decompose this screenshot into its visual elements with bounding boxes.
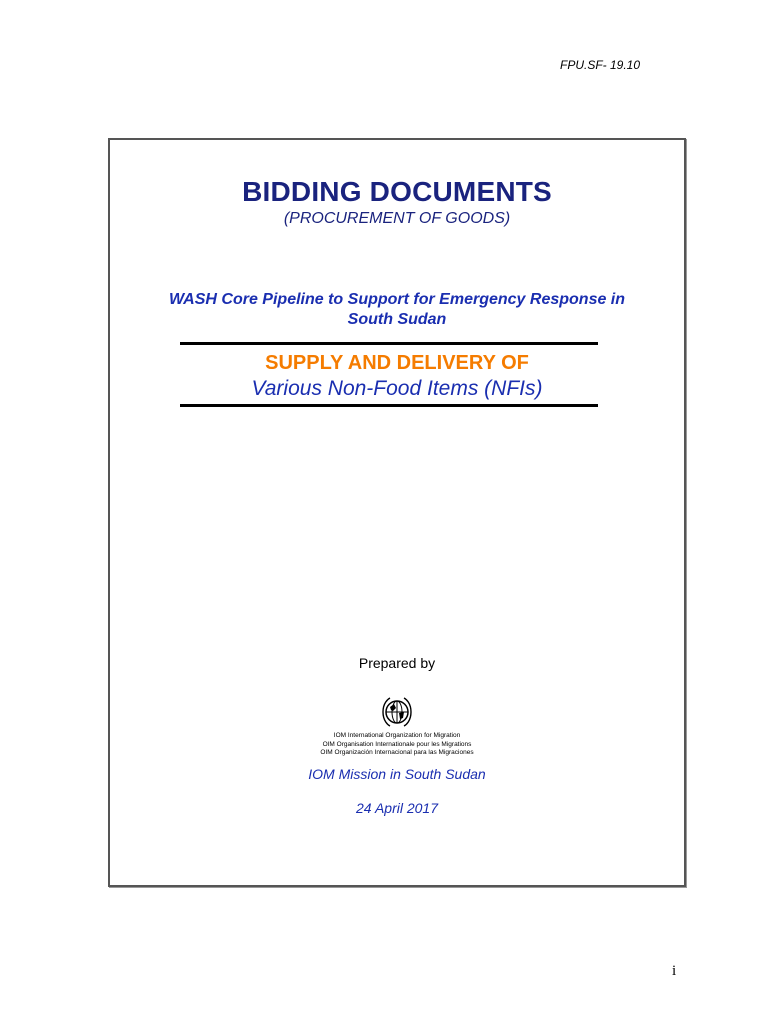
document-subtitle: (PROCUREMENT OF GOODS) xyxy=(283,210,511,227)
form-code: FPU.SF- 19.10 xyxy=(560,58,641,72)
org-name-fr: OIM Organisation Internationale pour les Migrations xyxy=(322,740,472,748)
organization-names xyxy=(110,732,684,758)
project-title-line-1: WASH Core Pipeline to Support for Emergency Response in xyxy=(168,291,626,308)
document-title: BIDDING DOCUMENTS xyxy=(242,176,552,207)
items-heading: Various Non-Food Items (NFIs) xyxy=(251,377,543,400)
cover-frame xyxy=(108,138,686,887)
iom-logo xyxy=(110,695,684,734)
divider-top xyxy=(180,342,598,345)
project-title-line-2: South Sudan xyxy=(347,311,447,328)
project-title xyxy=(130,290,664,330)
mission-name: IOM Mission in South Sudan xyxy=(308,766,486,782)
document-date: 24 April 2017 xyxy=(356,800,438,816)
org-name-en: IOM International Organization for Migration xyxy=(333,732,461,739)
prepared-by-label: Prepared by xyxy=(358,655,436,671)
supply-heading: SUPPLY AND DELIVERY OF xyxy=(265,352,529,374)
divider-bottom xyxy=(180,404,598,407)
org-name-es: OIM Organización Internacional para las Migraciones xyxy=(320,749,474,756)
iom-globe-icon xyxy=(377,695,417,729)
page-number: i xyxy=(672,963,677,979)
